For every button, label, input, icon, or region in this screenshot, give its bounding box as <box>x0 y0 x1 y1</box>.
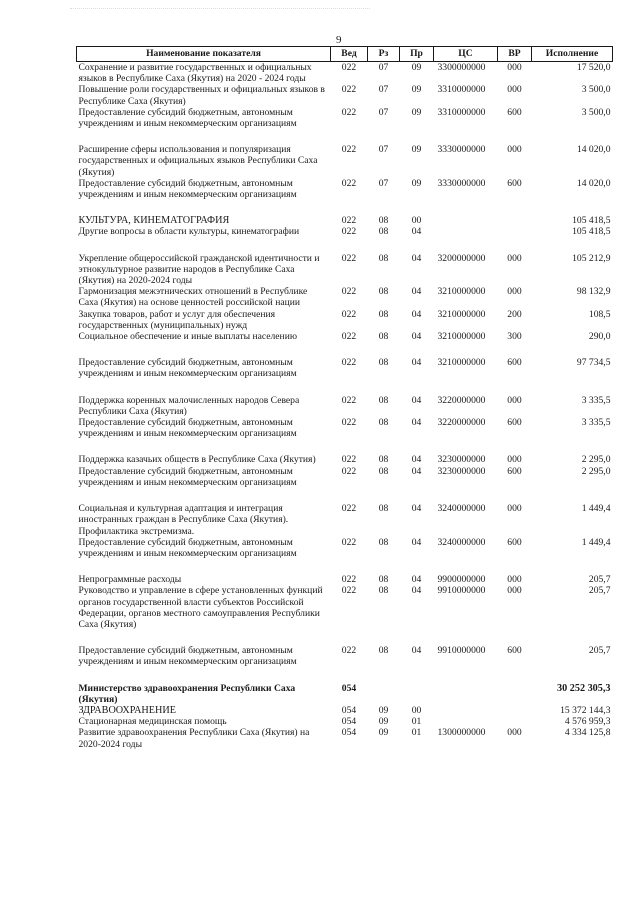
row-vr <box>498 716 532 727</box>
row-name: Министерство здравоохранения Республики Саха (Якутия) <box>78 682 296 705</box>
row-rz: 08 <box>378 585 389 597</box>
row-rz: 08 <box>378 226 389 238</box>
row-amount: 205,7 <box>588 585 611 597</box>
row-amount: 1 449,4 <box>581 503 611 515</box>
table-row <box>77 537 613 559</box>
row-pr: 04 <box>411 226 422 238</box>
row-amount: 108,5 <box>588 308 611 320</box>
row-rz: 08 <box>378 215 389 227</box>
column-header-cs: ЦС <box>434 47 498 62</box>
row-name: Поддержка коренных малочисленных народов Севера Республики Саха (Якутия) <box>78 394 300 417</box>
row-cs: 3210000000 <box>437 331 486 343</box>
row-amount: 3 335,5 <box>581 417 611 429</box>
row-vr: 000 <box>507 252 522 264</box>
row-pr: 09 <box>411 144 422 156</box>
row-amount: 105 212,9 <box>572 252 611 264</box>
row-name: Руководство и управление в сфере установленных функций органов государственной власти субъектов Российской Федерации, органов местного самоуправления Республики Саха (Якутия) <box>78 585 323 630</box>
table-row <box>77 503 613 537</box>
row-rz <box>368 683 400 705</box>
row-name: Другие вопросы в области культуры, кинематографии <box>78 226 300 238</box>
row-ved: 022 <box>341 574 357 586</box>
row-cs <box>434 683 498 705</box>
table-row <box>77 357 613 379</box>
row-vr: 600 <box>507 106 522 118</box>
table-row <box>77 107 613 129</box>
row-pr: 04 <box>411 252 422 264</box>
row-amount: 3 500,0 <box>581 84 611 96</box>
table-row <box>77 466 613 488</box>
row-pr: 00 <box>411 215 422 227</box>
row-vr: 000 <box>507 62 522 73</box>
row-amount: 3 335,5 <box>581 394 611 406</box>
row-vr: 000 <box>507 144 522 156</box>
row-spacer <box>77 129 613 144</box>
row-vr: 600 <box>507 465 522 477</box>
row-amount: 205,7 <box>588 574 611 586</box>
row-rz: 08 <box>378 454 389 466</box>
page-number: 9 <box>336 34 342 46</box>
row-spacer <box>77 668 613 683</box>
row-cs: 3210000000 <box>437 286 486 298</box>
row-rz: 09 <box>378 727 389 739</box>
table-row <box>77 645 613 667</box>
column-header-name: Наименование показателя <box>77 47 331 62</box>
table-row <box>77 454 613 465</box>
table-row <box>77 309 613 331</box>
row-name: Стационарная медицинская помощь <box>78 716 227 728</box>
table-row <box>77 253 613 287</box>
row-name: Сохранение и развитие государственных и официальных языков в Республике Саха (Якутия) на 2020 - 2024 годы <box>78 62 312 85</box>
row-cs: 3330000000 <box>437 144 486 156</box>
row-pr: 04 <box>411 394 422 406</box>
table-row <box>77 417 613 439</box>
row-pr: 04 <box>411 286 422 298</box>
table-row <box>77 144 613 178</box>
row-ved: 022 <box>341 252 357 264</box>
row-spacer <box>77 200 613 215</box>
row-ved: 022 <box>341 394 357 406</box>
row-vr: 200 <box>507 308 522 320</box>
row-cs: 3240000000 <box>437 536 486 548</box>
row-cs: 9910000000 <box>437 585 486 597</box>
row-vr: 600 <box>507 357 522 369</box>
row-ved: 022 <box>341 62 357 73</box>
row-name: Предоставление субсидий бюджетным, автономным учреждениям и иным некоммерческим организациям <box>78 645 297 668</box>
row-rz: 07 <box>378 62 389 73</box>
row-cs: 3220000000 <box>437 394 486 406</box>
row-pr: 01 <box>411 716 422 728</box>
row-vr: 300 <box>507 331 522 343</box>
row-name: Расширение сферы использования и популяризация государственных и официальных языков Республики Саха (Якутия) <box>78 144 318 178</box>
row-cs: 3310000000 <box>437 106 486 118</box>
table-header-row <box>77 47 613 62</box>
row-cs: 1300000000 <box>437 727 486 739</box>
table-row <box>77 84 613 106</box>
column-header-vr: ВР <box>498 47 532 62</box>
budget-execution-table <box>76 46 613 750</box>
row-spacer <box>77 342 613 357</box>
row-name: Укрепление общероссийской гражданской идентичности и этнокультурное развитие народов в Республике Саха (Якутия) на 2020-2024 годы <box>78 252 320 287</box>
row-ved: 022 <box>341 286 357 298</box>
row-cs: 3300000000 <box>437 62 486 73</box>
row-spacer <box>77 488 613 503</box>
row-vr: 000 <box>507 394 522 406</box>
row-cs: 9910000000 <box>437 645 486 657</box>
row-pr: 01 <box>411 727 422 739</box>
row-rz: 08 <box>378 286 389 298</box>
row-rz: 07 <box>378 177 389 189</box>
scan-artifact <box>70 8 370 13</box>
row-rz: 08 <box>378 536 389 548</box>
row-name: Социальная и культурная адаптация и интеграция иностранных граждан в Республике Саха (Якутия). Профилактика экстремизма. <box>78 503 289 537</box>
row-vr: 600 <box>507 536 522 548</box>
row-name: Поддержка казачьих обществ в Республике Саха (Якутия) <box>78 454 316 466</box>
table-row <box>77 215 613 226</box>
row-ved: 022 <box>341 215 357 227</box>
row-name: Повышение роли государственных и официальных языков в Республике Саха (Якутия) <box>78 84 325 107</box>
row-pr: 00 <box>411 704 422 716</box>
row-amount: 17 520,0 <box>576 62 611 73</box>
row-pr: 04 <box>411 308 422 320</box>
row-vr: 600 <box>507 417 522 429</box>
row-pr: 04 <box>411 536 422 548</box>
row-name: Развитие здравоохранения Республики Саха (Якутия) на 2020-2024 годы <box>78 727 310 750</box>
row-vr: 000 <box>507 286 522 298</box>
row-ved: 022 <box>341 308 357 320</box>
table-row <box>77 716 613 727</box>
row-vr: 000 <box>507 585 522 597</box>
row-spacer <box>77 559 613 574</box>
row-amount: 2 295,0 <box>581 465 611 477</box>
row-name: Гармонизация межэтнических отношений в Республике Саха (Якутия) на основе ценностей российской нации <box>78 286 308 309</box>
column-header-ved: Вед <box>331 47 368 62</box>
row-pr: 09 <box>411 62 422 73</box>
row-ved: 022 <box>341 144 357 156</box>
row-spacer <box>77 439 613 454</box>
row-cs: 3230000000 <box>437 454 486 466</box>
row-vr <box>498 215 532 226</box>
row-rz: 08 <box>378 308 389 320</box>
row-cs: 3200000000 <box>437 252 486 264</box>
row-rz: 09 <box>378 704 389 716</box>
table-row <box>77 727 613 749</box>
row-cs: 3240000000 <box>437 503 486 515</box>
row-amount: 4 334 125,8 <box>564 727 611 739</box>
table-row <box>77 705 613 716</box>
row-vr: 000 <box>507 727 522 739</box>
row-amount: 290,0 <box>588 331 611 343</box>
row-pr: 04 <box>411 574 422 586</box>
row-spacer <box>77 630 613 645</box>
row-amount: 2 295,0 <box>581 454 611 466</box>
row-cs: 3230000000 <box>437 465 486 477</box>
row-name: ЗДРАВООХРАНЕНИЕ <box>78 704 176 716</box>
row-name: Предоставление субсидий бюджетным, автономным учреждениям и иным некоммерческим организациям <box>78 357 297 380</box>
row-cs: 9900000000 <box>437 574 486 586</box>
table-row <box>77 683 613 705</box>
row-vr: 600 <box>507 645 522 657</box>
row-vr <box>498 226 532 237</box>
row-amount: 98 132,9 <box>576 286 611 298</box>
row-cs: 3310000000 <box>437 84 486 96</box>
row-spacer <box>77 238 613 253</box>
row-rz: 08 <box>378 417 389 429</box>
row-amount: 205,7 <box>588 645 611 657</box>
row-amount: 14 020,0 <box>576 177 611 189</box>
table-row <box>77 395 613 417</box>
row-rz: 08 <box>378 394 389 406</box>
row-name: Социальное обеспечение и иные выплаты населению <box>78 331 297 343</box>
row-ved: 022 <box>341 465 357 477</box>
row-spacer <box>77 380 613 395</box>
row-amount: 3 500,0 <box>581 106 611 118</box>
row-ved: 022 <box>341 585 357 597</box>
row-cs: 3330000000 <box>437 177 486 189</box>
table-row <box>77 226 613 237</box>
row-pr: 09 <box>411 177 422 189</box>
row-pr: 09 <box>411 84 422 96</box>
row-ved: 022 <box>341 177 357 189</box>
row-cs: 3210000000 <box>437 357 486 369</box>
table-row <box>77 286 613 308</box>
row-ved: 054 <box>341 704 357 716</box>
row-pr: 09 <box>411 106 422 118</box>
row-ved: 022 <box>341 226 357 238</box>
row-ved: 054 <box>341 682 357 694</box>
row-ved: 022 <box>341 454 357 466</box>
row-amount: 14 020,0 <box>576 144 611 156</box>
row-cs <box>434 705 498 716</box>
table-row <box>77 574 613 585</box>
row-rz: 08 <box>378 465 389 477</box>
row-ved: 022 <box>341 106 357 118</box>
column-header-rz: Рз <box>368 47 400 62</box>
row-rz: 08 <box>378 645 389 657</box>
row-amount: 15 372 144,3 <box>560 704 611 716</box>
row-cs <box>434 226 498 237</box>
row-amount: 1 449,4 <box>581 536 611 548</box>
row-rz: 08 <box>378 252 389 264</box>
row-vr: 000 <box>507 503 522 515</box>
row-ved: 054 <box>341 716 357 728</box>
row-rz: 07 <box>378 144 389 156</box>
table-row <box>77 585 613 630</box>
row-pr: 04 <box>411 465 422 477</box>
row-rz: 08 <box>378 331 389 343</box>
row-pr: 04 <box>411 503 422 515</box>
row-rz: 08 <box>378 574 389 586</box>
column-header-pr: Пр <box>400 47 434 62</box>
row-vr <box>498 683 532 705</box>
row-name: Предоставление субсидий бюджетным, автономным учреждениям и иным некоммерческим организациям <box>78 536 297 559</box>
table-row <box>77 178 613 200</box>
row-ved: 022 <box>341 357 357 369</box>
row-ved: 022 <box>341 645 357 657</box>
row-pr: 04 <box>411 645 422 657</box>
row-cs: 3220000000 <box>437 417 486 429</box>
row-pr: 04 <box>411 454 422 466</box>
row-amount: 97 734,5 <box>576 357 611 369</box>
column-header-execution: Исполнение <box>532 47 613 62</box>
row-vr: 000 <box>507 454 522 466</box>
row-vr <box>498 705 532 716</box>
row-amount: 105 418,5 <box>572 226 611 238</box>
row-vr: 000 <box>507 574 522 586</box>
row-amount: 105 418,5 <box>572 215 611 227</box>
row-vr: 000 <box>507 84 522 96</box>
row-name: Предоставление субсидий бюджетным, автономным учреждениям и иным некоммерческим организациям <box>78 106 297 130</box>
row-pr: 04 <box>411 331 422 343</box>
table-row <box>77 62 613 85</box>
row-ved: 022 <box>341 84 357 96</box>
row-name: Предоставление субсидий бюджетным, автономным учреждениям и иным некоммерческим организациям <box>78 177 297 201</box>
row-name: Закупка товаров, работ и услуг для обеспечения государственных (муниципальных) нужд <box>78 308 276 331</box>
row-cs: 3210000000 <box>437 308 486 320</box>
row-ved: 022 <box>341 417 357 429</box>
row-name: Предоставление субсидий бюджетным, автономным учреждениям и иным некоммерческим организациям <box>78 417 297 440</box>
row-rz: 08 <box>378 503 389 515</box>
row-ved: 054 <box>341 727 357 739</box>
row-amount: 30 252 305,3 <box>557 682 611 694</box>
row-rz: 08 <box>378 357 389 369</box>
row-ved: 022 <box>341 331 357 343</box>
row-name: Непрограммные расходы <box>78 574 182 586</box>
row-pr: 04 <box>411 357 422 369</box>
row-pr: 04 <box>411 585 422 597</box>
row-ved: 022 <box>341 503 357 515</box>
row-pr: 04 <box>411 417 422 429</box>
row-rz: 07 <box>378 84 389 96</box>
row-ved: 022 <box>341 536 357 548</box>
row-amount: 4 576 959,3 <box>564 716 611 728</box>
row-pr <box>400 683 434 705</box>
table-row <box>77 331 613 342</box>
row-name: Предоставление субсидий бюджетным, автономным учреждениям и иным некоммерческим организациям <box>78 465 297 488</box>
row-cs <box>434 716 498 727</box>
row-cs <box>434 215 498 226</box>
row-rz: 09 <box>378 716 389 728</box>
row-vr: 600 <box>507 177 522 189</box>
row-name: КУЛЬТУРА, КИНЕМАТОГРАФИЯ <box>78 215 230 227</box>
row-rz: 07 <box>378 106 389 118</box>
